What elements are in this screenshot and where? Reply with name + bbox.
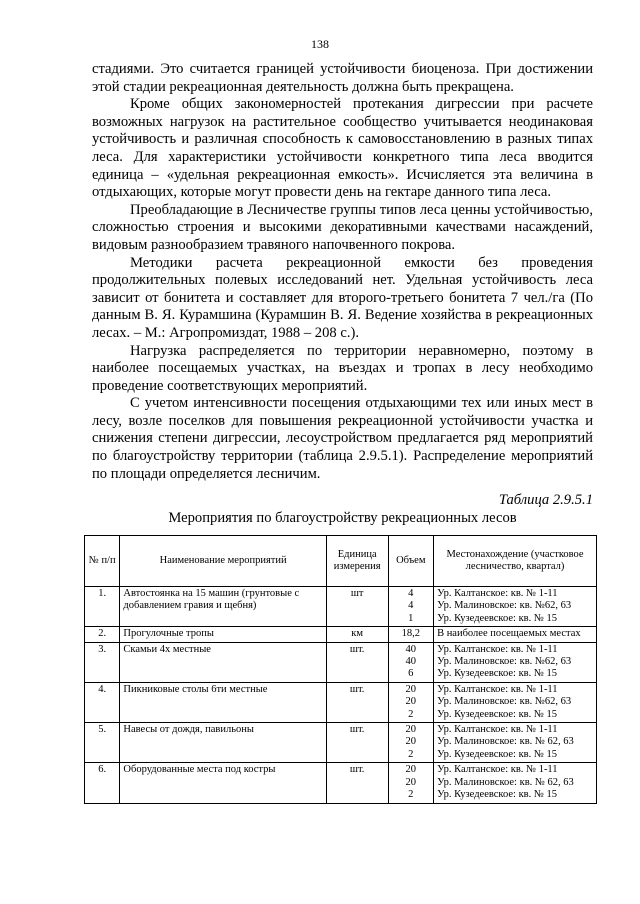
table-row [85,587,597,627]
row-unit: шт. [326,682,388,722]
row-volume [388,723,434,763]
table-header-row [85,536,597,587]
row-location [434,627,597,642]
paragraph: Кроме общих закономерностей протекания дигрессии при расчете возможных нагрузок на растительное сообщество учитывается неодинаковая устойчивость и различная способность к самовосстановлению в разных типах леса. Для характеристики устойчивости конкретного типа леса вводится единица – «удельная рекреационная емкость». Исчисляется эта величина в отдыхающих, которые могут провести день на гектаре данного типа леса. [92,96,593,201]
row-name: Скамьи 4х местные [120,642,326,682]
row-name: Оборудованные места под костры [120,763,326,803]
row-location [434,763,597,803]
volume-value: 4 [408,588,414,599]
volume-value: 1 [408,612,414,624]
row-location [434,587,597,627]
location-value: Ур. Малиновское: кв. №62, 63 [437,656,572,668]
row-num: 6. [85,763,120,803]
location-value: Ур. Калтанское: кв. № 1-11 [437,683,558,695]
table-row [85,763,597,803]
row-unit: шт. [326,763,388,803]
location-value: Ур. Калтанское: кв. № 1-11 [437,764,558,776]
row-volume [388,627,434,642]
header-unit: Единица измерения [326,536,388,587]
table-reference: Таблица 2.9.5.1 [498,492,593,508]
volume-value: 4 [408,600,414,612]
row-name: Автостоянка на 15 машин (грунтовые с добавлением гравия и щебня) [120,587,326,627]
paragraph: Нагрузка распределяется по территории неравномерно, поэтому в наиболее посещаемых участках, на въездах и тропах в лесу необходимо проведение соответствующих мероприятий. [92,342,593,394]
row-num: 4. [85,682,120,722]
volume-value: 20 [405,683,417,695]
location-value: Ур. Кузедеевское: кв. № 15 [437,612,558,624]
header-name: Наименование мероприятий [120,536,326,587]
row-unit: шт [326,587,388,627]
volume-value: 20 [405,776,417,788]
row-num: 3. [85,642,120,682]
paragraph: Методики расчета рекреационной емкости без проведения продолжительных полевых исследований нет. Удельная устойчивость леса зависит от бонитета и составляет для второго-третьего бонитета 7 чел./га (По данным В. Я. Курамшина (Курамшин В. Я. Ведение хозяйства в рекреационных лесах. – М.: Агропромиздат, 1988 – 208 с.). [92,254,593,341]
row-location [434,642,597,682]
row-volume [388,682,434,722]
paragraph: Преобладающие в Лесничестве группы типов леса ценны устойчивостью, сложностью строения и высокими декоративными качествами насаждений, видовым разнообразием травяного напочвенного покрова. [92,201,593,253]
row-name: Пикниковые столы 6ти местные [120,682,326,722]
paragraph: С учетом интенсивности посещения отдыхающими тех или иных мест в лесу, возле поселков для повышения рекреационной устойчивости участка и снижения степени дигрессии, лесоустройством предлагается ряд мероприятий по благоустройству территории (таблица 2.9.5.1). Распределение мероприятий по площади определяется лесничим. [92,395,593,482]
measures-table [84,535,597,804]
volume-value: 2 [408,708,414,720]
location-value: В наиболее посещаемых местах [437,628,581,640]
location-value: Ур. Кузедеевское: кв. № 15 [437,748,558,760]
location-value: Ур. Малиновское: кв. №62, 63 [437,600,572,612]
volume-value: 20 [405,764,417,776]
paragraph: стадиями. Это считается границей устойчивости биоценоза. При достижении этой стадии рекреационная деятельность должна быть прекращена. [92,61,593,95]
row-unit: км [326,627,388,642]
row-location [434,682,597,722]
page-number: 138 [311,37,329,51]
location-value: Ур. Малиновское: кв. №62, 63 [437,696,572,708]
location-value: Ур. Кузедеевское: кв. № 15 [437,708,558,720]
row-volume [388,587,434,627]
volume-value: 40 [405,656,417,668]
row-volume [388,763,434,803]
location-value: Ур. Калтанское: кв. № 1-11 [437,588,558,599]
volume-value: 2 [408,748,414,760]
row-unit: шт. [326,642,388,682]
table-row [85,682,597,722]
location-value: Ур. Кузедеевское: кв. № 15 [437,668,558,680]
volume-value: 2 [408,789,414,801]
table-title: Мероприятия по благоустройству рекреационных лесов [168,510,517,526]
table-row [85,723,597,763]
location-value: Ур. Калтанское: кв. № 1-11 [437,724,558,736]
table-row [85,627,597,642]
volume-value: 20 [405,724,417,736]
volume-value: 40 [405,643,417,655]
location-value: Ур. Калтанское: кв. № 1-11 [437,643,558,655]
row-num: 1. [85,587,120,627]
header-volume: Объем [388,536,434,587]
location-value: Ур. Малиновское: кв. № 62, 63 [437,736,574,748]
header-location: Местонахождение (участковое лесничество, квартал) [434,536,597,587]
body-text [92,61,593,483]
volume-value: 20 [405,736,417,748]
row-location [434,723,597,763]
row-num: 5. [85,723,120,763]
table-row [85,642,597,682]
row-num: 2. [85,627,120,642]
row-name: Прогулочные тропы [120,627,326,642]
location-value: Ур. Малиновское: кв. № 62, 63 [437,776,574,788]
volume-value: 6 [408,668,414,680]
volume-value: 18,2 [401,628,420,640]
header-num: № п/п [85,536,120,587]
row-unit: шт. [326,723,388,763]
volume-value: 20 [405,696,417,708]
row-name: Навесы от дождя, павильоны [120,723,326,763]
location-value: Ур. Кузедеевское: кв. № 15 [437,789,558,801]
row-volume [388,642,434,682]
